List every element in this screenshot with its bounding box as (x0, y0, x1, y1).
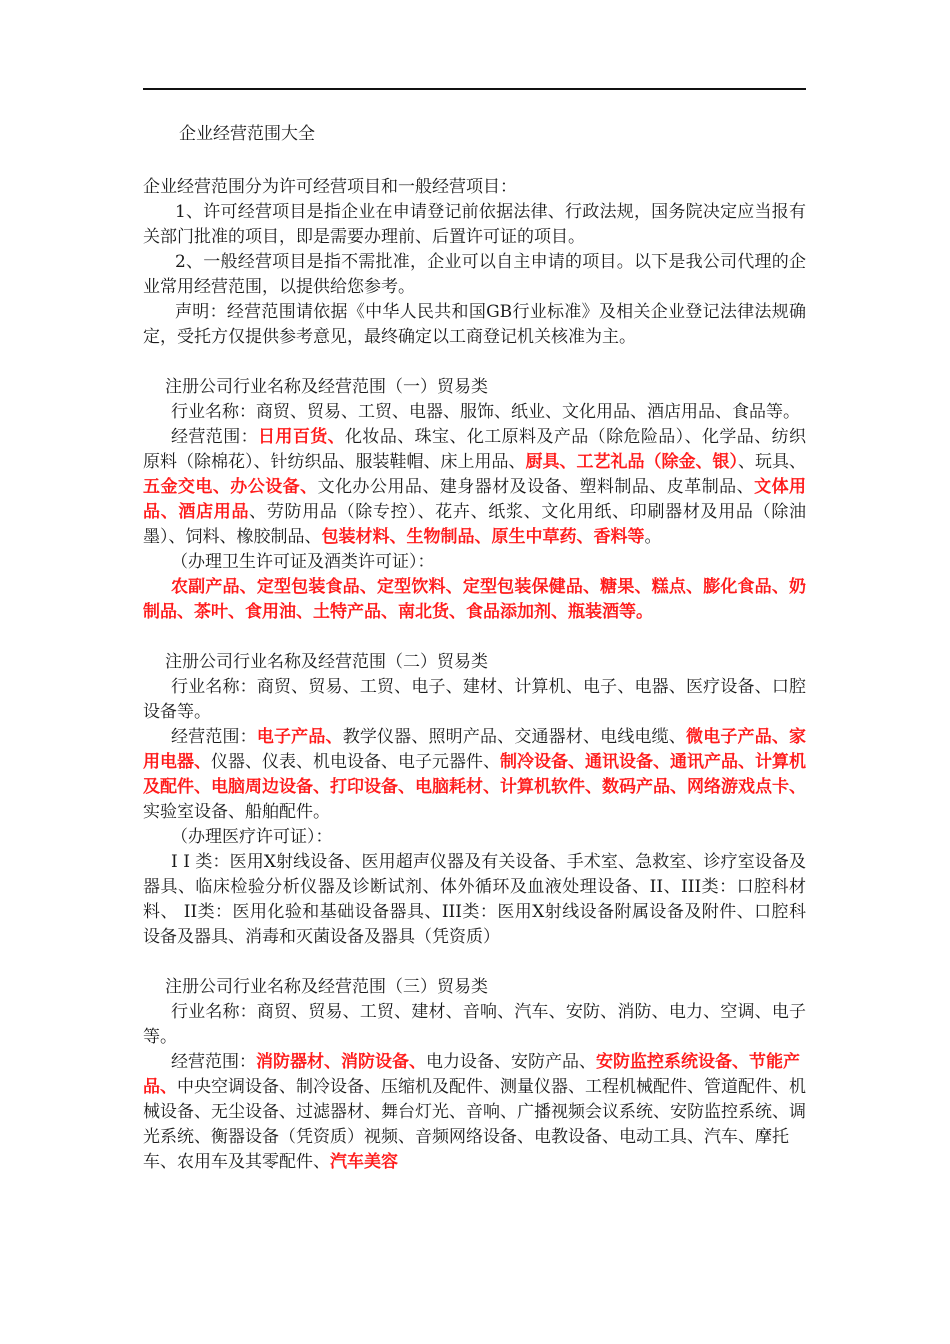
highlighted-scope-text: 日用百货、 (258, 427, 346, 447)
highlighted-scope-text: 电子产品、 (256, 727, 343, 747)
permit-items: 农副产品、定型包装食品、定型饮料、定型包装保健品、糖果、糕点、膨化食品、奶制品、茶叶、食用油、土特产品、南北货、食品添加剂、瓶装酒等。 (143, 577, 806, 622)
permit-note: （办理医疗许可证）： (171, 827, 333, 847)
highlighted-scope-text: 微电子产品、家用电器、 (143, 727, 807, 772)
scope-text: 经营范围： (171, 427, 259, 447)
highlighted-scope-text: 包装材料、生物制品、原生中草药、香料等 (321, 527, 645, 547)
industry-names: 行业名称：商贸、贸易、工贸、电器、服饰、纸业、文化用品、酒店用品、食品等。 (171, 402, 800, 422)
header-rule (143, 88, 806, 90)
highlighted-scope-text: 制冷设备、通讯设备、通讯产品、计算机及配件、电脑周边设备、打印设备、电脑耗材、计算机软件、数码产品、网络游戏点卡、 (143, 752, 806, 797)
highlighted-scope-text: 汽车美容 (330, 1152, 398, 1172)
highlighted-scope-text: 五金交电、办公设备、 (143, 477, 318, 497)
highlighted-scope-text: 文体用品、酒店用品 (143, 477, 807, 522)
scope-text: 、玩具、 (738, 452, 806, 472)
intro-lead: 企业经营范围分为许可经营项目和一般经营项目： (143, 177, 517, 197)
intro-item-1: 1、许可经营项目是指企业在申请登记前依据法律、行政法规，国务院决定应当报有关部门批准的项目，即是需要办理前、后置许可证的项目。 (143, 202, 806, 247)
section-heading: 注册公司行业名称及经营范围（三）贸易类 (165, 977, 488, 997)
scope-text: 教学仪器、照明产品、交通器材、电线电缆、 (342, 727, 687, 747)
highlighted-scope-text: 安防监控系统设备、节能产品、 (143, 1052, 800, 1097)
scope-text: 实验室设备、船舶配件。 (143, 802, 330, 822)
highlighted-scope-text: 消防器材、消防设备、 (256, 1052, 426, 1072)
section-heading: 注册公司行业名称及经营范围（一）贸易类 (165, 377, 488, 397)
scope-text: 。 (644, 527, 662, 547)
scope-text: 中央空调设备、制冷设备、压缩机及配件、测量仪器、工程机械配件、管道配件、机械设备、无尘设备、过滤器材、舞台灯光、音响、广播视频会议系统、安防监控系统、调光系统、衡器设备（凭资质）视频、音频网络设备、电教设备、电动工具、汽车、摩托车、农用车及其零配件、 (143, 1077, 806, 1172)
intro-item-2: 2、一般经营项目是指不需批准，企业可以自主申请的项目。以下是我公司代理的企业常用经营范围，以提供给您参考。 (143, 252, 806, 297)
business-scope (143, 725, 806, 825)
scope-text: 经营范围： (171, 727, 257, 747)
intro-statement: 声明：经营范围请依据《中华人民共和国GB行业标准》及相关企业登记法律法规确定，受托方仅提供参考意见，最终确定以工商登记机关核准为主。 (143, 302, 806, 347)
document-body (143, 122, 806, 1175)
business-scope (143, 1050, 806, 1175)
industry-names: 行业名称：商贸、贸易、工贸、建材、音响、汽车、安防、消防、电力、空调、电子等。 (143, 1002, 806, 1047)
permit-note: （办理卫生许可证及酒类许可证）： (171, 552, 435, 572)
highlighted-scope-text: 厨具、工艺礼品（除金、银） (525, 452, 738, 472)
business-scope (143, 425, 806, 550)
scope-text: 、劳防用品（除专控）、花卉、纸浆、文化用纸、印刷器材及用品（除油墨）、饲料、橡胶制品、 (143, 502, 807, 547)
scope-text: 仪器、仪表、机电设备、电子元器件、 (211, 752, 500, 772)
scope-text: 化妆品、珠宝、化工原料及产品（除危险品）、化学品、纺织原料（除棉花）、针纺织品、服装鞋帽、床上用品、 (143, 427, 807, 472)
page-title: 企业经营范围大全 (179, 124, 315, 144)
scope-text: 经营范围： (171, 1052, 256, 1072)
permit-details: I I 类：医用X射线设备、医用超声仪器及有关设备、手术室、急救室、诊疗室设备及器具、临床检验分析仪器及诊断试剂、体外循环及血液处理设备、II、III类：口腔科材料、 II类：医用化验和基础设备器具、III类：医用X射线设备附属设备及附件、口腔科设备及器具、消毒和灭菌设备及器具（凭资质） (143, 852, 806, 947)
industry-names: 行业名称：商贸、贸易、工贸、电子、建材、计算机、电子、电器、医疗设备、口腔设备等。 (143, 677, 806, 722)
scope-text: 电力设备、安防产品、 (426, 1052, 596, 1072)
section-heading: 注册公司行业名称及经营范围（二）贸易类 (165, 652, 488, 672)
scope-text: 文化办公用品、建身器材及设备、塑料制品、皮革制品、 (317, 477, 755, 497)
